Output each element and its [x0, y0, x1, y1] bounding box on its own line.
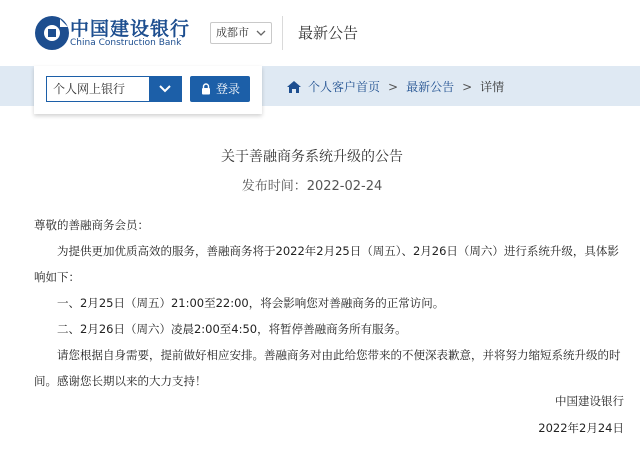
ccb-logo-icon[interactable]	[34, 15, 70, 51]
site-header	[0, 0, 640, 66]
login-panel	[34, 66, 262, 114]
article-paragraph: 为提供更加优质高效的服务，善融商务将于2022年2月25日（周五）、2月26日（周六）进行系统升级，具体影响如下：	[34, 244, 619, 284]
article-publish-date: 发布时间：2022-02-24	[241, 179, 383, 194]
header-divider	[282, 16, 283, 50]
breadcrumb	[286, 78, 504, 95]
bank-type-select[interactable]	[46, 76, 182, 102]
page-heading: 最新公告	[298, 24, 359, 42]
breadcrumb-current: 详情	[480, 80, 505, 94]
brand-name-en: China Construction Bank	[70, 38, 182, 48]
city-select-value: 成都市	[216, 26, 249, 39]
bank-type-dropdown-button[interactable]	[149, 77, 181, 101]
article-title: 关于善融商务系统升级的公告	[221, 149, 403, 165]
article-paragraph: 二、2月26日（周六）凌晨2:00至4:50，将暂停善融商务所有服务。	[57, 322, 407, 336]
bank-type-value: 个人网上银行	[53, 82, 126, 96]
breadcrumb-separator: >	[462, 79, 473, 94]
article-signature: 中国建设银行	[555, 394, 624, 408]
breadcrumb-home-link[interactable]: 个人客户首页	[308, 80, 381, 94]
article-paragraph: 一、2月25日（周五）21:00至22:00，将会影响您对善融商务的正常访问。	[57, 296, 445, 310]
chevron-down-icon	[256, 27, 266, 39]
login-label: 登录	[216, 82, 241, 96]
breadcrumb-notices-link[interactable]: 最新公告	[406, 80, 455, 94]
article-paragraph: 请您根据自身需要，提前做好相应安排。善融商务对由此给您带来的不便深表歉意，并将努力缩短系统升级的时间。感谢您长期以来的大力支持！	[34, 348, 621, 388]
article-sign-date: 2022年2月24日	[538, 421, 624, 435]
city-select[interactable]	[210, 22, 272, 44]
brand-name-cn: 中国建设银行	[70, 18, 191, 40]
article-body	[34, 212, 626, 394]
home-icon[interactable]	[286, 80, 302, 94]
lock-icon	[201, 83, 211, 95]
breadcrumb-separator: >	[388, 79, 399, 94]
chevron-down-icon	[158, 84, 172, 94]
login-button[interactable]	[190, 76, 250, 102]
article-greeting: 尊敬的善融商务会员：	[34, 218, 149, 232]
